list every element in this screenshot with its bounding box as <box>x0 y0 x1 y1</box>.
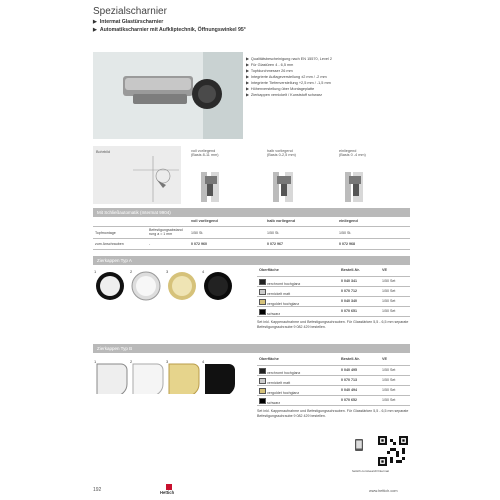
variant-half-overlay <box>267 149 327 157</box>
cell: Topfmontage <box>95 231 116 235</box>
table-row: verchromt hochglanz <box>259 279 300 286</box>
order-number: 0 070 652 <box>341 398 357 402</box>
inset-diagram <box>343 166 377 202</box>
cell: Befestigungsabstand rung a = 1 mm <box>149 228 183 237</box>
cap-type-a-images <box>93 268 241 304</box>
brand-text: Hettich <box>160 490 175 495</box>
qr-code-icon[interactable] <box>378 436 408 466</box>
cell: 1/50 Set <box>382 398 396 402</box>
cell: 1/50 Set <box>382 368 396 372</box>
cell: 1/50 Set <box>382 299 396 303</box>
table-row: vernickelt matt <box>259 378 290 385</box>
order-number: 0 072 960 <box>191 242 207 246</box>
feature-item: ▶ Höhenverstellung über Montageplatte <box>246 87 315 91</box>
cell: 1/50 St. <box>267 231 280 235</box>
page-title: Spezialscharnier <box>93 6 167 17</box>
column-header: halb vorliegend <box>267 219 296 223</box>
cell: zum Anschrauben <box>95 242 124 246</box>
typ-b-note: Set inkl. Kappenaufnahme und Befestigungsschrauben. Für Glasstärken 5,5 - 6,5 mm separate Befestigungsschraube 9 082 429 bestellen. <box>257 409 409 418</box>
bohrbild-panel <box>93 146 181 204</box>
cell: - <box>149 242 151 246</box>
subtitle-1 <box>93 19 163 25</box>
variant-label: voll vorliegend <box>191 149 216 153</box>
column-header: VE <box>382 357 388 361</box>
qr-caption: hettich.com/search/Intermat <box>352 469 390 473</box>
svg-text:2: 2 <box>130 269 133 274</box>
order-number: 0 070 713 <box>341 378 357 382</box>
cell: 1/50 St. <box>191 231 204 235</box>
typ-a-note: Set inkl. Kappenaufnahme und Befestigungsschrauben. Für Glasstärken 5,5 - 6,5 mm separate Befestigungsschraube 9 082 429 bestellen. <box>257 320 409 329</box>
footer-url[interactable]: www.hettich.com <box>369 489 398 493</box>
column-header: VE <box>382 268 388 272</box>
table-row: schwarz <box>259 398 280 405</box>
cap-type-b-images <box>93 358 241 394</box>
full-overlay-diagram <box>199 166 233 202</box>
bohrbild-label: Bohrbild <box>96 150 110 154</box>
table-row: schwarz <box>259 309 280 316</box>
triangle-right-icon: ▶ <box>93 27 97 33</box>
column-header: Oberfläche <box>259 357 279 361</box>
svg-text:1: 1 <box>94 269 97 274</box>
mounting-variants-section <box>93 146 410 204</box>
table-row: vergoldet hochglanz <box>259 388 299 395</box>
column-header: Bestell-Nr. <box>341 357 360 361</box>
order-number: 0 040 340 <box>341 299 357 303</box>
svg-text:3: 3 <box>166 269 169 274</box>
subtitle-1-text: Intermat Glastürscharnier <box>99 19 164 25</box>
order-number: 0 040 495 <box>341 368 357 372</box>
column-header: einliegend <box>339 219 358 223</box>
variant-inset <box>339 149 405 157</box>
drill-diagram-icon <box>133 156 179 202</box>
feature-item: ▶ Integrierte Auflageverstellung ±2 mm / -2 mm <box>246 75 327 79</box>
svg-text:3: 3 <box>166 359 169 364</box>
section-bar-typ-a: Zierkappen Typ A <box>93 256 410 265</box>
cell: 1/50 St. <box>339 231 352 235</box>
feature-item: ▶ Qualitätsbescheinigung nach EN 15570, Level 2 <box>246 57 332 61</box>
half-overlay-diagram <box>271 166 305 202</box>
hettich-logo <box>156 484 182 496</box>
cell: 1/50 Set <box>382 279 396 283</box>
order-number: 0 072 967 <box>267 242 283 246</box>
cell: 1/50 Set <box>382 388 396 392</box>
order-number: 0 070 712 <box>341 289 357 293</box>
typ-a-table <box>257 268 410 328</box>
variant-label: halb vorliegend <box>267 149 293 153</box>
typ-b-table <box>257 357 410 417</box>
variant-full-overlay <box>191 149 251 157</box>
subtitle-2-text: Automatikscharnier mit Aufkliptechnik, Öffnungswinkel 95° <box>99 27 246 33</box>
column-header: voll vorliegend <box>191 219 218 223</box>
variant-label: einliegend <box>339 149 357 153</box>
table-row: vergoldet hochglanz <box>259 299 299 306</box>
triangle-right-icon: ▶ <box>93 19 97 25</box>
cell: 1/50 Set <box>382 289 396 293</box>
variant-sub: (Basis 0 -4 mm) <box>339 153 366 157</box>
svg-text:4: 4 <box>202 359 205 364</box>
variant-sub: (Basis 8-11 mm) <box>191 153 219 157</box>
cell: 1/50 Set <box>382 309 396 313</box>
cell: 1/50 Set <box>382 378 396 382</box>
qr-block <box>352 436 410 476</box>
svg-text:1: 1 <box>94 359 97 364</box>
svg-text:4: 4 <box>202 269 205 274</box>
phone-icon <box>352 438 366 452</box>
schliess-table <box>93 219 410 251</box>
feature-item: ▶ Für Glastüren 4 - 6,5 mm <box>246 63 294 67</box>
order-number: 0 040 494 <box>341 388 357 392</box>
table-row: verchromt hochglanz <box>259 368 300 375</box>
feature-item: ▶ Integrierte Tiefenverstellung +2,5 mm / -1,5 mm <box>246 81 331 85</box>
svg-text:2: 2 <box>130 359 133 364</box>
page-number: 192 <box>93 487 102 493</box>
section-bar-typ-b: Zierkappen Typ B <box>93 344 410 353</box>
order-number: 0 072 968 <box>339 242 355 246</box>
column-header: Bestell-Nr. <box>341 268 360 272</box>
order-number: 0 040 341 <box>341 279 357 283</box>
order-number: 0 070 651 <box>341 309 357 313</box>
feature-item: ▶ Topfdurchmesser 26 mm <box>246 69 293 73</box>
table-row: vernickelt matt <box>259 289 290 296</box>
column-header: Oberfläche <box>259 268 279 272</box>
feature-item: ▶ Zierkappen vernickelt / Kunststoff schwarz <box>246 93 322 97</box>
variant-sub: (Basis 0-2,5 mm) <box>267 153 296 157</box>
subtitle-2 <box>93 27 246 33</box>
hinge-product-image <box>93 52 243 139</box>
section-bar-schliessautomatik: Mit Schließautomatik (Intermat 9904) <box>93 208 410 217</box>
